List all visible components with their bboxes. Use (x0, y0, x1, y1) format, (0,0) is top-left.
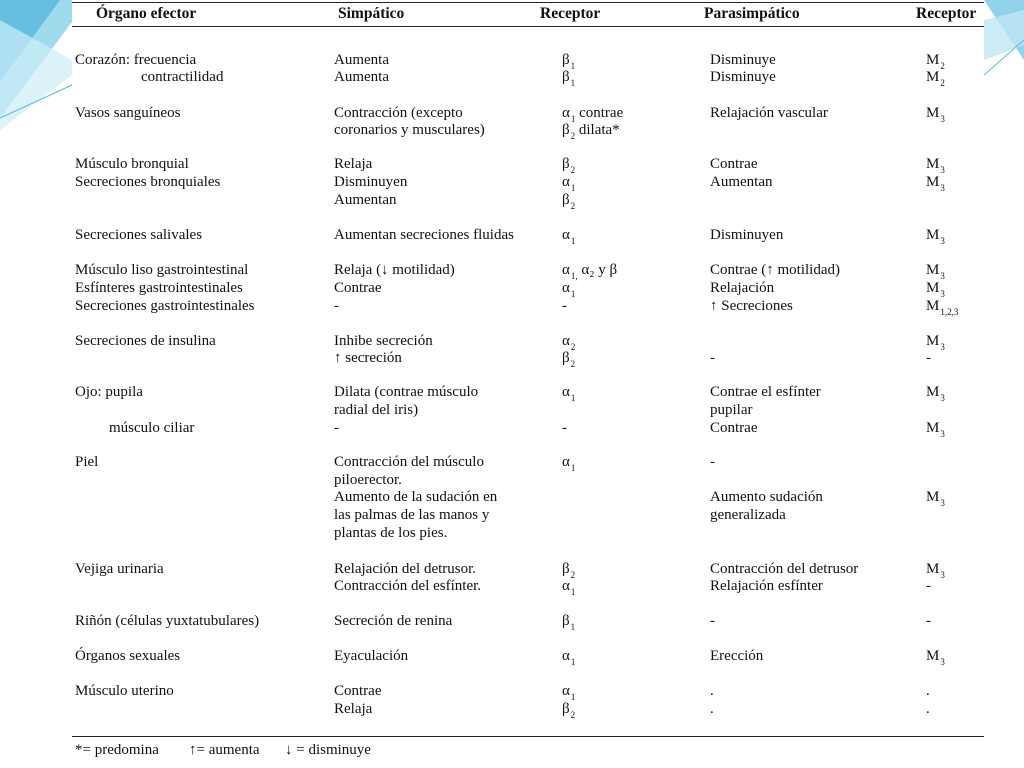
row-organ (75, 262, 248, 279)
row-receptor-parasympathetic (926, 489, 945, 507)
row-organ (75, 174, 220, 191)
row-organ-text: Secreciones de insulina (75, 333, 216, 349)
row-sympathetic-text: Aumenta (334, 52, 389, 68)
row-organ (75, 333, 216, 350)
row-receptor-parasympathetic-text: M (926, 227, 940, 243)
row-receptor-sympathetic-text: β (562, 122, 570, 138)
row-sympathetic (334, 333, 433, 350)
row-receptor-parasympathetic (926, 350, 931, 367)
row-receptor-sympathetic-subscript: 1, (570, 271, 578, 281)
row-receptor-parasympathetic-subscript: 3 (940, 657, 945, 667)
row-organ (75, 454, 98, 471)
row-receptor-sympathetic-subscript: 1 (570, 114, 576, 124)
row-receptor-parasympathetic (926, 262, 945, 280)
row-receptor-sympathetic-subscript: 2 (570, 710, 576, 720)
row-sympathetic (334, 69, 389, 86)
row-sympathetic-text: - (334, 420, 339, 436)
table-top-rule (72, 2, 984, 3)
row-sympathetic (334, 280, 381, 297)
row-receptor-parasympathetic-subscript: 3 (940, 289, 945, 299)
row-receptor-sympathetic-text: β (562, 192, 570, 208)
row-receptor-sympathetic-text: β (562, 350, 570, 366)
row-receptor-parasympathetic-subscript: 1,2,3 (940, 307, 959, 317)
row-sympathetic-text: Eyaculación (334, 648, 409, 664)
row-receptor-sympathetic (562, 298, 567, 315)
row-receptor-sympathetic-subscript: 1 (570, 463, 576, 473)
row-receptor-parasympathetic (926, 298, 958, 316)
row-sympathetic (334, 298, 339, 315)
row-receptor-parasympathetic-text: . (926, 683, 930, 699)
row-receptor-parasympathetic (926, 683, 930, 700)
row-organ (75, 298, 255, 315)
row-receptor-sympathetic-text: β (562, 156, 570, 172)
row-receptor-parasympathetic-subscript: 3 (940, 342, 945, 352)
row-receptor-sympathetic (562, 69, 575, 87)
header-receptor-parasympathetic: Receptor (916, 5, 977, 22)
row-receptor-parasympathetic-subscript: 3 (940, 498, 945, 508)
row-receptor-sympathetic-subscript: 2 (570, 359, 576, 369)
row-receptor-sympathetic-text: α (562, 454, 570, 470)
row-parasympathetic (710, 384, 821, 401)
row-receptor-parasympathetic (926, 69, 945, 87)
row-sympathetic-text: Contrae (334, 280, 382, 296)
row-organ-text: Riñón (células yuxtatubulares) (75, 613, 260, 629)
row-receptor-parasympathetic (926, 280, 945, 298)
row-receptor-sympathetic-subscript: 1 (570, 183, 576, 193)
row-receptor-sympathetic-text: α (562, 227, 570, 243)
row-parasympathetic-text: - (710, 350, 715, 366)
row-organ-text: Vasos sanguíneos (75, 105, 181, 121)
row-sympathetic-text: piloerector. (334, 472, 402, 488)
row-sympathetic-text: Contracción del esfínter. (334, 578, 482, 594)
row-organ (75, 280, 243, 297)
row-sympathetic-text: Aumenta (334, 69, 389, 85)
row-receptor-sympathetic (562, 105, 623, 123)
row-organ (109, 420, 194, 437)
row-receptor-parasympathetic (926, 420, 945, 438)
corner-decoration-left (0, 0, 80, 130)
autonomic-effects-table (72, 0, 984, 768)
row-organ (141, 69, 223, 86)
row-receptor-sympathetic (562, 384, 575, 402)
row-receptor-sympathetic (562, 262, 617, 280)
row-parasympathetic (710, 156, 757, 173)
row-receptor-parasympathetic-text: M (926, 52, 940, 68)
row-receptor-sympathetic-text: α (562, 384, 570, 400)
row-receptor-sympathetic-tail: dilata* (575, 122, 620, 138)
row-receptor-parasympathetic-text: M (926, 105, 940, 121)
row-receptor-sympathetic-text: - (562, 298, 567, 314)
row-receptor-parasympathetic-subscript: 3 (940, 114, 945, 124)
row-sympathetic-text: - (334, 298, 339, 314)
row-organ-text: Secreciones bronquiales (75, 174, 221, 190)
row-receptor-parasympathetic (926, 156, 945, 174)
row-sympathetic (334, 350, 402, 367)
row-sympathetic-text: coronarios y musculares) (334, 122, 485, 138)
row-receptor-parasympathetic (926, 333, 945, 351)
row-organ-text: Piel (75, 454, 99, 470)
row-receptor-parasympathetic-subscript: 3 (940, 393, 945, 403)
row-sympathetic-text: ↑ secreción (334, 350, 402, 366)
row-parasympathetic-text: generalizada (710, 507, 786, 523)
row-organ-text: Corazón: frecuencia (75, 52, 197, 68)
row-parasympathetic (710, 489, 823, 506)
row-organ-text: Secreciones gastrointestinales (75, 298, 255, 314)
row-organ (75, 227, 202, 244)
row-receptor-sympathetic (562, 648, 575, 666)
row-organ-text: Vejiga urinaria (75, 561, 164, 577)
row-organ-text: contractilidad (141, 69, 224, 85)
row-receptor-parasympathetic-text: M (926, 156, 940, 172)
row-receptor-sympathetic-text: α (562, 333, 570, 349)
header-bottom-rule (72, 26, 984, 27)
row-organ-text: Órganos sexuales (75, 648, 181, 664)
row-receptor-sympathetic (562, 227, 575, 245)
row-parasympathetic (710, 69, 776, 86)
row-parasympathetic-text: Contrae (710, 156, 758, 172)
row-sympathetic-text: Aumentan secreciones fluidas (334, 227, 514, 243)
row-receptor-parasympathetic-text: M (926, 69, 940, 85)
row-parasympathetic-text: Disminuye (710, 69, 776, 85)
header-sympathetic: Simpático (338, 5, 405, 22)
row-sympathetic-text: radial del iris) (334, 402, 419, 418)
row-receptor-sympathetic (562, 683, 575, 701)
row-parasympathetic-text: Aumento sudación (710, 489, 823, 505)
row-parasympathetic-text: Contrae el esfínter (710, 384, 821, 400)
corner-decoration-right (984, 0, 1024, 110)
row-sympathetic (334, 454, 484, 471)
row-parasympathetic (710, 350, 715, 367)
row-receptor-parasympathetic-text: - (926, 350, 931, 366)
row-organ-text: Músculo bronquial (75, 156, 189, 172)
row-sympathetic (334, 122, 485, 139)
row-receptor-sympathetic (562, 156, 575, 174)
row-parasympathetic-text: Relajación (710, 280, 775, 296)
row-receptor-parasympathetic-text: M (926, 384, 940, 400)
row-sympathetic-text: Relaja (334, 701, 373, 717)
row-sympathetic-text: Contrae (334, 683, 382, 699)
row-sympathetic (334, 174, 407, 191)
row-receptor-sympathetic-subscript: 1 (570, 657, 576, 667)
row-receptor-parasympathetic-text: M (926, 648, 940, 664)
row-parasympathetic-text: Erección (710, 648, 764, 664)
row-sympathetic (334, 489, 497, 506)
row-receptor-sympathetic-subscript: 1 (570, 393, 576, 403)
row-sympathetic-text: Contracción del músculo (334, 454, 484, 470)
row-receptor-parasympathetic-text: M (926, 280, 940, 296)
row-parasympathetic (710, 298, 793, 315)
row-parasympathetic (710, 262, 840, 279)
row-sympathetic-text: Aumento de la sudación en (334, 489, 498, 505)
row-receptor-sympathetic (562, 350, 575, 368)
row-parasympathetic-text: Disminuyen (710, 227, 784, 243)
row-parasympathetic-text: Contrae (710, 420, 758, 436)
row-receptor-sympathetic (562, 174, 575, 192)
row-parasympathetic-text: Relajación vascular (710, 105, 828, 121)
row-receptor-sympathetic-text: β (562, 701, 570, 717)
row-sympathetic (334, 105, 463, 122)
row-receptor-sympathetic (562, 454, 575, 472)
row-organ-text: Músculo liso gastrointestinal (75, 262, 249, 278)
row-receptor-sympathetic-subscript: 1 (570, 622, 576, 632)
row-parasympathetic-text: - (710, 454, 715, 470)
row-receptor-parasympathetic-subscript: 2 (940, 78, 945, 88)
footnote-star: *= predomina (75, 742, 159, 758)
row-receptor-parasympathetic (926, 578, 931, 595)
row-receptor-sympathetic-text: β (562, 613, 570, 629)
row-parasympathetic-text: Relajación esfínter (710, 578, 823, 594)
row-parasympathetic (710, 454, 715, 471)
row-receptor-parasympathetic-subscript: 2 (940, 61, 945, 71)
row-organ (75, 105, 180, 122)
row-receptor-parasympathetic-subscript: 3 (940, 236, 945, 246)
row-sympathetic-text: Disminuyen (334, 174, 408, 190)
row-receptor-sympathetic-text: α (562, 105, 570, 121)
row-sympathetic-text: plantas de los pies. (334, 525, 448, 541)
row-receptor-sympathetic-subscript: 1 (570, 587, 576, 597)
row-receptor-sympathetic-text: α (562, 683, 570, 699)
row-organ (75, 561, 164, 578)
row-parasympathetic-text: pupilar (710, 402, 753, 418)
row-receptor-sympathetic-text: β (562, 69, 570, 85)
row-sympathetic (334, 420, 339, 437)
row-organ (75, 156, 189, 173)
row-sympathetic-text: Secreción de renina (334, 613, 453, 629)
row-receptor-parasympathetic-subscript: 3 (940, 271, 945, 281)
row-receptor-parasympathetic-text: - (926, 613, 931, 629)
row-receptor-sympathetic (562, 192, 575, 210)
row-parasympathetic (710, 648, 763, 665)
row-receptor-sympathetic (562, 561, 575, 579)
row-receptor-sympathetic-subscript: 1 (570, 78, 576, 88)
row-receptor-sympathetic-text: α (562, 262, 570, 278)
row-sympathetic (334, 262, 455, 279)
row-receptor-parasympathetic-subscript: 3 (940, 183, 945, 193)
row-sympathetic (334, 52, 389, 69)
row-parasympathetic (710, 174, 772, 191)
row-sympathetic (334, 507, 489, 524)
row-parasympathetic (710, 402, 753, 419)
row-parasympathetic (710, 561, 858, 578)
row-parasympathetic-text: Contracción del detrusor (710, 561, 859, 577)
row-sympathetic (334, 192, 396, 209)
row-receptor-sympathetic-subscript: 1 (570, 236, 576, 246)
row-receptor-sympathetic-text: β (562, 561, 570, 577)
row-receptor-sympathetic-subscript: 1 (570, 692, 576, 702)
row-receptor-parasympathetic-text: M (926, 262, 940, 278)
row-sympathetic (334, 384, 478, 401)
row-parasympathetic-text: Contrae (↑ motilidad) (710, 262, 840, 278)
row-organ-text: músculo ciliar (109, 420, 195, 436)
row-organ (75, 613, 259, 630)
row-sympathetic-text: Relajación del detrusor. (334, 561, 477, 577)
row-receptor-sympathetic-subscript: 2 (570, 201, 576, 211)
row-sympathetic-text: Relaja (↓ motilidad) (334, 262, 455, 278)
row-receptor-sympathetic-subscript: 2 (570, 131, 576, 141)
row-receptor-sympathetic-subscript: 1 (570, 289, 576, 299)
row-parasympathetic (710, 280, 774, 297)
row-receptor-sympathetic-tail: contrae (575, 105, 624, 121)
row-receptor-parasympathetic (926, 648, 945, 666)
row-receptor-parasympathetic-subscript: 3 (940, 570, 945, 580)
row-receptor-parasympathetic-text: . (926, 701, 930, 717)
row-receptor-sympathetic-subscript: 2 (570, 342, 576, 352)
row-sympathetic (334, 683, 381, 700)
row-receptor-parasympathetic (926, 227, 945, 245)
row-receptor-sympathetic-subscript: 2 (570, 165, 576, 175)
row-sympathetic-text: Relaja (334, 156, 373, 172)
row-receptor-sympathetic-text: α (562, 648, 570, 664)
row-sympathetic-text: Inhibe secreción (334, 333, 433, 349)
row-receptor-parasympathetic (926, 174, 945, 192)
row-parasympathetic (710, 701, 714, 718)
row-sympathetic (334, 402, 418, 419)
row-receptor-parasympathetic (926, 701, 930, 718)
row-organ (75, 683, 174, 700)
row-organ-text: Músculo uterino (75, 683, 174, 699)
row-sympathetic (334, 525, 447, 542)
table-bottom-rule (72, 736, 984, 737)
row-receptor-parasympathetic-subscript: 3 (940, 165, 945, 175)
row-parasympathetic-text: Disminuye (710, 52, 776, 68)
row-sympathetic (334, 227, 514, 244)
row-receptor-sympathetic (562, 613, 575, 631)
row-parasympathetic (710, 227, 783, 244)
row-receptor-parasympathetic-text: M (926, 420, 940, 436)
row-parasympathetic-text: Aumentan (710, 174, 773, 190)
row-sympathetic (334, 613, 452, 630)
row-sympathetic (334, 648, 408, 665)
row-sympathetic (334, 701, 372, 718)
row-parasympathetic (710, 52, 776, 69)
row-sympathetic (334, 156, 372, 173)
row-receptor-sympathetic-text: - (562, 420, 567, 436)
row-receptor-sympathetic (562, 333, 575, 351)
row-organ-text: Ojo: pupila (75, 384, 143, 400)
header-parasympathetic: Parasimpático (704, 5, 800, 22)
row-receptor-sympathetic-text: α (562, 280, 570, 296)
row-sympathetic-text: Contracción (excepto (334, 105, 463, 121)
row-organ-text: Esfínteres gastrointestinales (75, 280, 243, 296)
row-parasympathetic (710, 613, 715, 630)
row-receptor-sympathetic-subscript: 2 (570, 570, 576, 580)
row-receptor-sympathetic (562, 52, 575, 70)
footnote-down: ↓ = disminuye (285, 742, 371, 758)
row-receptor-sympathetic (562, 701, 575, 719)
row-receptor-sympathetic-subscript: 1 (570, 61, 576, 71)
row-parasympathetic-text: ↑ Secreciones (710, 298, 793, 314)
row-receptor-sympathetic-tail: α₂ y β (577, 262, 618, 278)
row-organ (75, 52, 196, 69)
header-organ: Órgano efector (96, 5, 197, 22)
row-receptor-sympathetic-text: α (562, 174, 570, 190)
header-receptor-sympathetic: Receptor (540, 5, 601, 22)
row-organ (75, 648, 180, 665)
row-receptor-parasympathetic (926, 613, 931, 630)
row-organ (75, 384, 143, 401)
row-parasympathetic-text: . (710, 701, 714, 717)
row-receptor-parasympathetic (926, 105, 945, 123)
row-sympathetic (334, 561, 476, 578)
row-parasympathetic (710, 578, 823, 595)
row-organ-text: Secreciones salivales (75, 227, 203, 243)
row-receptor-parasympathetic-text: M (926, 561, 940, 577)
row-sympathetic-text: Aumentan (334, 192, 397, 208)
row-receptor-sympathetic (562, 578, 575, 596)
row-receptor-sympathetic-text: β (562, 52, 570, 68)
row-receptor-parasympathetic-text: M (926, 333, 940, 349)
row-receptor-parasympathetic (926, 52, 945, 70)
row-receptor-parasympathetic-text: M (926, 174, 940, 190)
row-receptor-parasympathetic-text: - (926, 578, 931, 594)
row-receptor-sympathetic-text: α (562, 578, 570, 594)
row-sympathetic-text: las palmas de las manos y (334, 507, 490, 523)
row-receptor-parasympathetic (926, 384, 945, 402)
row-parasympathetic (710, 507, 786, 524)
row-receptor-parasympathetic (926, 561, 945, 579)
row-receptor-sympathetic (562, 280, 575, 298)
footnote-up: ↑= aumenta (189, 742, 260, 758)
row-parasympathetic-text: - (710, 613, 715, 629)
row-parasympathetic (710, 420, 757, 437)
row-receptor-sympathetic (562, 122, 620, 140)
row-receptor-sympathetic (562, 420, 567, 437)
row-receptor-parasympathetic-text: M (926, 298, 940, 314)
row-sympathetic-text: Dilata (contrae músculo (334, 384, 479, 400)
row-receptor-parasympathetic-subscript: 3 (940, 429, 945, 439)
row-sympathetic (334, 578, 481, 595)
row-parasympathetic (710, 105, 828, 122)
row-sympathetic (334, 472, 402, 489)
row-parasympathetic (710, 683, 714, 700)
row-receptor-parasympathetic-text: M (926, 489, 940, 505)
row-parasympathetic-text: . (710, 683, 714, 699)
